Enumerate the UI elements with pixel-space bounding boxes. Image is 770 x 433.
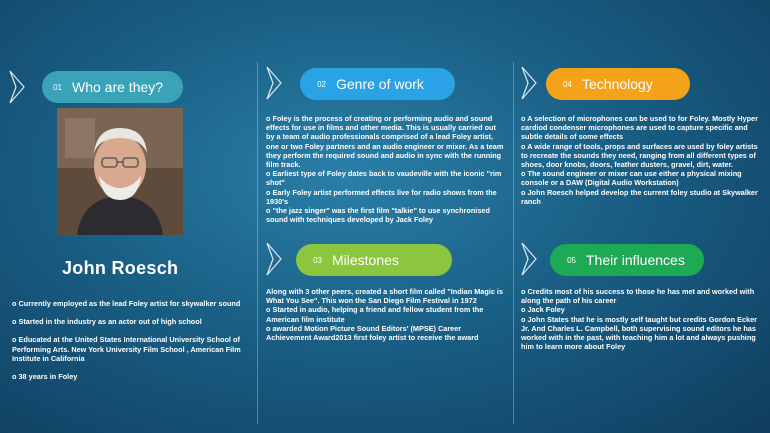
divider-right <box>513 62 514 424</box>
list-item: o John States that he is mostly self taught but credits Gordon Ecker Jr. And Charles L. Campbell, both supervising sound editors he has worked with in the past, with teaching him a lot and always pushing him to learn more about Foley <box>521 315 763 352</box>
list-item: o Educated at the United States International University School of Performing Arts. New York University Film School , American Film Institute in California <box>12 335 247 363</box>
list-item: o Started in audio, helping a friend and fellow student from the American film institute <box>266 305 506 323</box>
section-number: 02 <box>317 79 326 89</box>
section-title: Their influences <box>586 252 685 268</box>
list-item: Along with 3 other peers, created a short film called "Indian Magic is What You See". This won the San Diego Film Festival in 1972 <box>266 287 504 306</box>
person-name: John Roesch <box>62 258 179 278</box>
section-title: Genre of work <box>336 76 424 92</box>
list-item: o A wide range of tools, props and surfaces are used by foley artists to recreate the sounds they need, ranging from all different types of shoes, door knobs, doors, feather dusters, gravel, dirt, water. <box>521 142 763 170</box>
genre-text <box>266 114 506 224</box>
list-item: o Earliest type of Foley dates back to vaudeville with the iconic "rim shot" <box>266 169 506 187</box>
list-item: o Credits most of his success to those he has met and worked with along the path of his career <box>521 287 763 305</box>
section-pill-milestones <box>296 244 452 276</box>
divider-left <box>257 62 258 424</box>
section-pill-technology <box>546 68 690 100</box>
section-pill-genre <box>300 68 455 100</box>
section-pill-who <box>42 71 183 103</box>
influences-text <box>521 287 763 351</box>
list-item: o Foley is the process of creating or performing audio and sound effects for use in films and other media. This is usually carried out by a team of audio professionals comprised of a lead Foley artist, one or two Foley partners and an audio engineer or mixer. As a team they perform the required sound and audio in sync with the running film track. <box>266 114 506 169</box>
section-title: Technology <box>582 76 653 92</box>
list-item: o Currently employed as the lead Foley artist for skywalker sound <box>12 299 247 308</box>
section-number: 04 <box>563 79 572 89</box>
portrait-photo <box>57 108 183 235</box>
person-facts <box>12 299 247 390</box>
list-item: o The sound engineer or mixer can use either a physical mixing console or a DAW (Digital Audio Workstation) <box>521 169 763 187</box>
section-pill-influences <box>550 244 704 276</box>
chevron-right-icon <box>8 70 26 104</box>
list-item: o Jack Foley <box>521 305 763 314</box>
section-number: 01 <box>53 82 62 92</box>
chevron-right-icon <box>265 66 283 100</box>
list-item: o "the jazz singer" was the first film "talkie" to use synchronised sound with techniques developed by Jack Foley <box>266 206 506 224</box>
list-item: o Early Foley artist performed effects live for radio shows from the 1930's <box>266 188 506 206</box>
list-item: o Started in the industry as an actor out of high school <box>12 317 247 326</box>
chevron-right-icon <box>520 242 538 276</box>
section-title: Who are they? <box>72 79 164 95</box>
section-title: Milestones <box>332 252 399 268</box>
chevron-right-icon <box>520 66 538 100</box>
list-item: o awarded Motion Picture Sound Editors' (MPSE) Career Achievement Award2013 first foley artist to receive the award <box>266 324 506 342</box>
list-item: o 38 years in Foley <box>12 372 247 381</box>
list-item: o John Roesch helped develop the current foley studio at Skywalker ranch <box>521 188 763 206</box>
milestones-text <box>266 287 506 342</box>
section-number: 05 <box>567 255 576 265</box>
section-number: 03 <box>313 255 322 265</box>
list-item: o A selection of microphones can be used to for Foley. Mostly Hyper cardiod condenser microphones are used to capture specific and subtle details of some effects <box>521 114 763 142</box>
chevron-right-icon <box>265 242 283 276</box>
technology-text <box>521 114 763 206</box>
